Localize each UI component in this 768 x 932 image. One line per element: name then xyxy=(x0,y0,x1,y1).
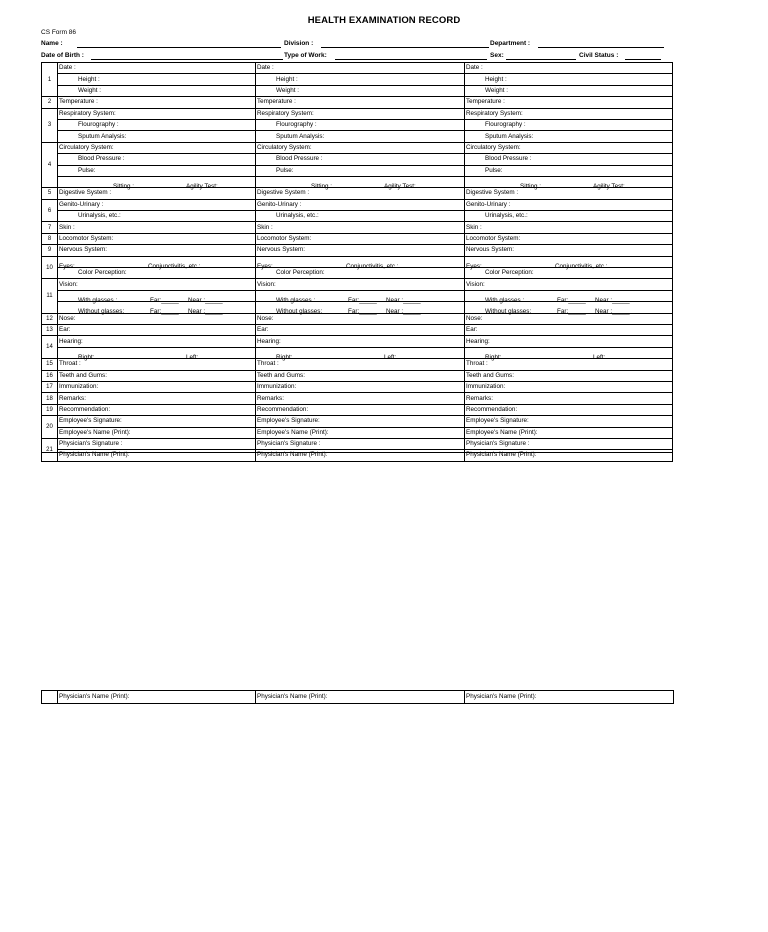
color-perception-cell[interactable]: Color Perception: xyxy=(256,268,465,279)
exam-table-wrapper xyxy=(41,62,673,459)
without-glasses-cell[interactable] xyxy=(256,302,465,316)
table-row xyxy=(42,233,673,244)
teeth-cell[interactable]: Teeth and Gums: xyxy=(256,370,465,381)
vision-cell[interactable]: Vision: xyxy=(256,279,465,290)
table-row xyxy=(42,245,673,256)
height-cell[interactable]: Height : xyxy=(58,74,256,85)
table-row xyxy=(42,63,673,74)
eyes-cell[interactable] xyxy=(256,256,465,270)
dob-label: Date of Birth : xyxy=(41,52,84,59)
table-row xyxy=(42,188,673,199)
digestive-cell[interactable]: Digestive System : xyxy=(465,188,673,199)
flourography-cell[interactable]: Flourography : xyxy=(58,119,256,130)
respiratory-cell[interactable]: Respiratory System: xyxy=(58,108,256,119)
right-label: Right: xyxy=(485,353,502,361)
row-number: 1 xyxy=(42,63,58,97)
color-perception-cell[interactable]: Color Perception: xyxy=(58,268,256,279)
table-row xyxy=(42,438,673,449)
agility-label: Agility Test: xyxy=(186,183,218,191)
hearing-cell[interactable]: Hearing: xyxy=(465,336,673,347)
agility-label: Agility Test: xyxy=(593,183,625,191)
row-number: 11 xyxy=(42,279,58,313)
near-label: Near :_____ xyxy=(188,308,223,316)
recommendation-cell[interactable]: Recommendation: xyxy=(58,404,256,415)
row-number: 9 xyxy=(42,245,58,256)
conjunctivitis-label: Conjunctivitis, etc.: xyxy=(148,262,201,270)
phys-name-cell[interactable]: Physician's Name (Print): xyxy=(465,450,673,461)
table-row xyxy=(42,370,673,381)
near-label: Near :_____ xyxy=(595,308,630,316)
conjunctivitis-label: Conjunctivitis, etc.: xyxy=(555,262,608,270)
sitting-label: Sitting : xyxy=(311,183,332,191)
far-label: Far:_____ xyxy=(348,308,377,316)
table-row xyxy=(42,450,673,461)
sex-label: Sex: xyxy=(490,52,504,59)
near-label: Near :_____ xyxy=(595,297,630,304)
table-row xyxy=(42,74,673,85)
left-label: Left: xyxy=(186,353,199,361)
table-row xyxy=(42,359,673,370)
nose-cell[interactable]: Nose: xyxy=(58,313,256,324)
without-glasses-cell[interactable] xyxy=(465,302,673,316)
remarks-cell[interactable]: Remarks: xyxy=(465,393,673,404)
nervous-cell[interactable]: Nervous System: xyxy=(465,245,673,256)
table-row xyxy=(42,416,673,427)
row-number: 16 xyxy=(42,370,58,381)
remarks-cell[interactable]: Remarks: xyxy=(256,393,465,404)
row-number: 20 xyxy=(42,416,58,439)
skin-cell[interactable]: Skin : xyxy=(465,222,673,233)
weight-cell[interactable]: Weight : xyxy=(465,85,673,96)
near-label: Near :_____ xyxy=(386,297,421,304)
recommendation-cell[interactable]: Recommendation: xyxy=(465,404,673,415)
row-number: 10 xyxy=(42,256,58,279)
division-label: Division : xyxy=(284,40,314,47)
sputum-cell[interactable]: Sputum Analysis: xyxy=(465,131,673,142)
form-title: HEALTH EXAMINATION RECORD xyxy=(307,15,461,26)
table-row xyxy=(42,336,673,347)
phys-sig-cell[interactable]: Physician's Signature : xyxy=(256,438,465,449)
header-row-1 xyxy=(41,40,672,51)
throat-cell[interactable]: Throat : xyxy=(58,359,256,370)
nervous-cell[interactable]: Nervous System: xyxy=(256,245,465,256)
eyes-label: Eyes: xyxy=(466,262,482,270)
locomotor-cell[interactable]: Locomotor System: xyxy=(465,233,673,244)
bp-cell[interactable]: Blood Pressure : xyxy=(465,154,673,165)
genito-cell[interactable]: Genito-Urinary : xyxy=(58,199,256,210)
exam-table xyxy=(41,62,673,462)
nervous-cell[interactable]: Nervous System: xyxy=(58,245,256,256)
table-row xyxy=(42,222,673,233)
respiratory-cell[interactable]: Respiratory System: xyxy=(465,108,673,119)
row-number: 14 xyxy=(42,336,58,359)
bottom-fragment xyxy=(41,690,673,704)
row-number: 4 xyxy=(42,142,58,188)
left-label: Left: xyxy=(384,353,397,361)
department-label: Department : xyxy=(490,40,531,47)
without-glasses-label: Without glasses: xyxy=(78,308,125,316)
urinalysis-cell[interactable]: Urinalysis, etc.: xyxy=(58,211,256,222)
sitting-label: Sitting : xyxy=(113,183,134,191)
far-label: Far:_____ xyxy=(150,308,179,316)
height-cell[interactable]: Height : xyxy=(256,74,465,85)
eyes-cell[interactable] xyxy=(465,256,673,270)
table-row xyxy=(42,427,673,438)
row-number: 2 xyxy=(42,97,58,108)
phys-sig-cell[interactable]: Physician's Signature : xyxy=(58,438,256,449)
table-row xyxy=(42,290,673,301)
eyes-label: Eyes: xyxy=(59,262,75,270)
teeth-cell[interactable]: Teeth and Gums: xyxy=(58,370,256,381)
ear-cell[interactable]: Ear: xyxy=(256,324,465,335)
physician-name-table xyxy=(41,690,674,704)
throat-cell[interactable]: Throat : xyxy=(256,359,465,370)
ear-cell[interactable]: Ear: xyxy=(465,324,673,335)
table-row xyxy=(42,211,673,222)
emp-name-cell[interactable]: Employee's Name (Print): xyxy=(465,427,673,438)
sitting-cell[interactable] xyxy=(58,176,256,191)
table-row xyxy=(42,108,673,119)
without-glasses-label: Without glasses: xyxy=(485,308,532,316)
far-label: Far:_____ xyxy=(557,297,586,304)
type-of-work-label: Type of Work: xyxy=(284,52,327,59)
row-number: 12 xyxy=(42,313,58,324)
row-number: 17 xyxy=(42,381,58,392)
hearing-cell[interactable]: Hearing: xyxy=(58,336,256,347)
table-row xyxy=(42,165,673,176)
without-glasses-label: Without glasses: xyxy=(276,308,323,316)
vision-cell[interactable]: Vision: xyxy=(58,279,256,290)
right-cell[interactable] xyxy=(58,347,256,361)
table-row xyxy=(42,324,673,335)
date-cell[interactable]: Date : xyxy=(256,63,465,74)
teeth-cell[interactable]: Teeth and Gums: xyxy=(465,370,673,381)
respiratory-cell[interactable]: Respiratory System: xyxy=(256,108,465,119)
right-cell[interactable] xyxy=(465,347,673,361)
flourography-cell[interactable]: Flourography : xyxy=(256,119,465,130)
with-glasses-cell[interactable] xyxy=(58,290,256,304)
emp-sig-cell[interactable]: Employee's Signature: xyxy=(465,416,673,427)
recommendation-cell[interactable]: Recommendation: xyxy=(256,404,465,415)
weight-cell[interactable]: Weight : xyxy=(58,85,256,96)
row-number: 6 xyxy=(42,199,58,222)
immunization-cell[interactable]: Immunization: xyxy=(58,381,256,392)
table-row xyxy=(42,142,673,153)
eyes-label: Eyes: xyxy=(257,262,273,270)
phys-name-cell[interactable]: Physician's Name (Print): xyxy=(256,450,465,461)
table-row xyxy=(42,279,673,290)
row-number: 3 xyxy=(42,108,58,142)
table-row xyxy=(42,347,673,358)
urinalysis-cell[interactable]: Urinalysis, etc.: xyxy=(465,211,673,222)
with-glasses-label: With glasses : xyxy=(78,297,118,304)
phys-name-cell[interactable]: Physician's Name (Print): xyxy=(58,450,256,461)
table-row xyxy=(42,393,673,404)
phys-sig-cell[interactable]: Physician's Signature : xyxy=(465,438,673,449)
table-row xyxy=(42,691,674,704)
row-number: 7 xyxy=(42,222,58,233)
table-row xyxy=(42,154,673,165)
color-perception-cell[interactable]: Color Perception: xyxy=(465,268,673,279)
row-number: 8 xyxy=(42,233,58,244)
digestive-cell[interactable]: Digestive System : xyxy=(256,188,465,199)
date-cell[interactable]: Date : xyxy=(58,63,256,74)
nose-cell[interactable]: Nose: xyxy=(256,313,465,324)
physician-name-cell[interactable]: Physician's Name (Print): xyxy=(256,691,465,704)
row-number: 19 xyxy=(42,404,58,415)
far-label: Far:_____ xyxy=(557,308,586,316)
sitting-label: Sitting : xyxy=(520,183,541,191)
table-row xyxy=(42,85,673,96)
exam-table-body xyxy=(42,63,673,462)
sitting-cell[interactable] xyxy=(465,176,673,191)
form-number: CS Form 86 xyxy=(41,29,77,36)
table-row xyxy=(42,302,673,313)
circulatory-cell[interactable]: Circulatory System: xyxy=(465,142,673,153)
table-row xyxy=(42,199,673,210)
vision-cell[interactable]: Vision: xyxy=(465,279,673,290)
with-glasses-label: With glasses : xyxy=(485,297,525,304)
sputum-cell[interactable]: Sputum Analysis: xyxy=(58,131,256,142)
with-glasses-label: With glasses : xyxy=(276,297,316,304)
right-label: Right: xyxy=(276,353,293,361)
physician-name-cell[interactable]: Physician's Name (Print): xyxy=(58,691,256,704)
emp-sig-cell[interactable]: Employee's Signature: xyxy=(58,416,256,427)
row-number: 18 xyxy=(42,393,58,404)
genito-cell[interactable]: Genito-Urinary : xyxy=(256,199,465,210)
row-number: 21 xyxy=(42,438,58,461)
conjunctivitis-label: Conjunctivitis, etc.: xyxy=(346,262,399,270)
temperature-cell[interactable]: Temperature : xyxy=(58,97,256,108)
table-row xyxy=(42,381,673,392)
temperature-cell[interactable]: Temperature : xyxy=(256,97,465,108)
near-label: Near :_____ xyxy=(188,297,223,304)
height-cell[interactable]: Height : xyxy=(465,74,673,85)
sitting-cell[interactable] xyxy=(256,176,465,191)
emp-sig-cell[interactable]: Employee's Signature: xyxy=(256,416,465,427)
throat-cell[interactable]: Throat : xyxy=(465,359,673,370)
left-label: Left: xyxy=(593,353,606,361)
date-cell[interactable]: Date : xyxy=(465,63,673,74)
bp-cell[interactable]: Blood Pressure : xyxy=(58,154,256,165)
table-row xyxy=(42,256,673,267)
remarks-cell[interactable]: Remarks: xyxy=(58,393,256,404)
table-row xyxy=(42,97,673,108)
table-row xyxy=(42,119,673,130)
hearing-cell[interactable]: Hearing: xyxy=(256,336,465,347)
locomotor-cell[interactable]: Locomotor System: xyxy=(256,233,465,244)
pulse-cell[interactable]: Pulse: xyxy=(465,165,673,176)
row-number: 13 xyxy=(42,324,58,335)
bp-cell[interactable]: Blood Pressure : xyxy=(256,154,465,165)
far-label: Far:_____ xyxy=(150,297,179,304)
circulatory-cell[interactable]: Circulatory System: xyxy=(256,142,465,153)
locomotor-cell[interactable]: Locomotor System: xyxy=(58,233,256,244)
name-label: Name : xyxy=(41,40,63,47)
right-cell[interactable] xyxy=(256,347,465,361)
skin-cell[interactable]: Skin : xyxy=(58,222,256,233)
right-label: Right: xyxy=(78,353,95,361)
table-row xyxy=(42,131,673,142)
immunization-cell[interactable]: Immunization: xyxy=(256,381,465,392)
with-glasses-cell[interactable] xyxy=(256,290,465,304)
urinalysis-cell[interactable]: Urinalysis, etc.: xyxy=(256,211,465,222)
immunization-cell[interactable]: Immunization: xyxy=(465,381,673,392)
agility-label: Agility Test: xyxy=(384,183,416,191)
physician-name-cell[interactable]: Physician's Name (Print): xyxy=(465,691,674,704)
genito-cell[interactable]: Genito-Urinary : xyxy=(465,199,673,210)
flourography-cell[interactable]: Flourography : xyxy=(465,119,673,130)
far-label: Far:_____ xyxy=(348,297,377,304)
table-row xyxy=(42,176,673,187)
eyes-cell[interactable] xyxy=(58,256,256,270)
emp-name-cell[interactable]: Employee's Name (Print): xyxy=(256,427,465,438)
weight-cell[interactable]: Weight : xyxy=(256,85,465,96)
temperature-cell[interactable]: Temperature : xyxy=(465,97,673,108)
pulse-cell[interactable]: Pulse: xyxy=(58,165,256,176)
row-number: 15 xyxy=(42,359,58,370)
digestive-cell[interactable]: Digestive System : xyxy=(58,188,256,199)
with-glasses-cell[interactable] xyxy=(465,290,673,304)
row-number xyxy=(42,691,58,704)
sputum-cell[interactable]: Sputum Analysis: xyxy=(256,131,465,142)
without-glasses-cell[interactable] xyxy=(58,302,256,316)
near-label: Near :_____ xyxy=(386,308,421,316)
row-number: 5 xyxy=(42,188,58,199)
circulatory-cell[interactable]: Circulatory System: xyxy=(58,142,256,153)
table-row xyxy=(42,404,673,415)
ear-cell[interactable]: Ear: xyxy=(58,324,256,335)
pulse-cell[interactable]: Pulse: xyxy=(256,165,465,176)
emp-name-cell[interactable]: Employee's Name (Print): xyxy=(58,427,256,438)
skin-cell[interactable]: Skin : xyxy=(256,222,465,233)
nose-cell[interactable]: Nose: xyxy=(465,313,673,324)
civil-status-label: Civil Status : xyxy=(579,52,619,59)
